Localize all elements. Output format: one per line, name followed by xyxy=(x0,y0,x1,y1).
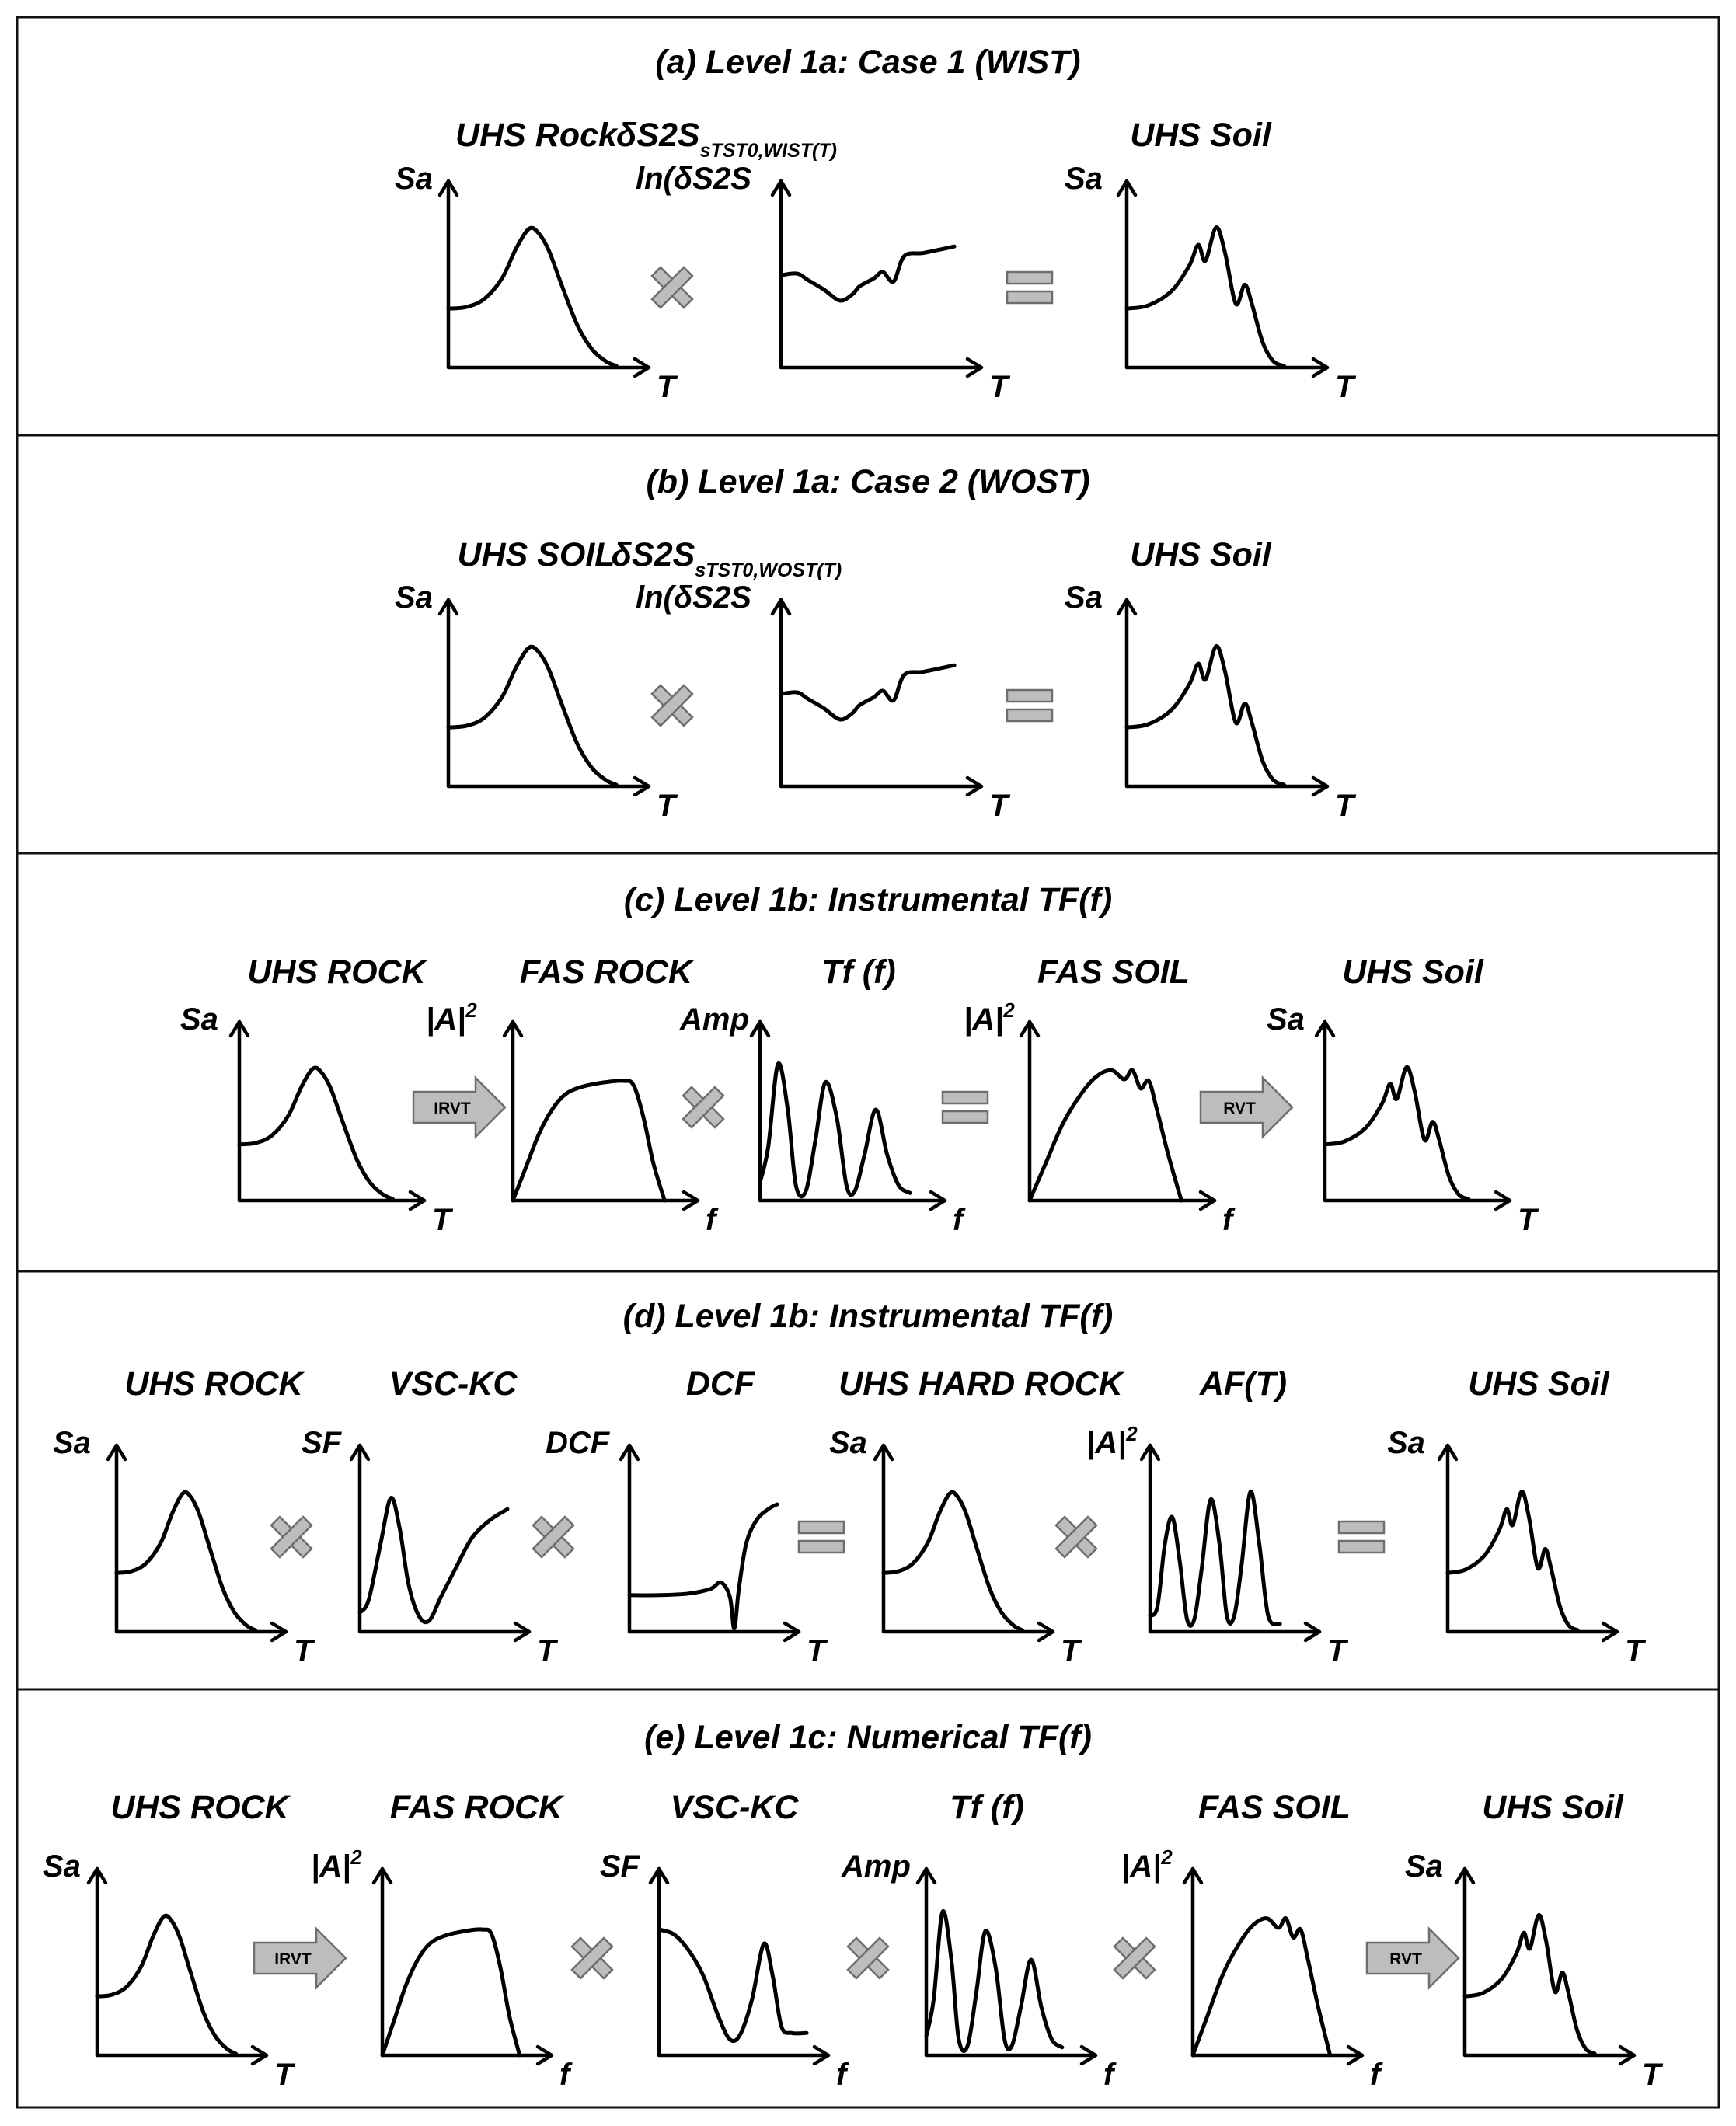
y-axis-label: Sa xyxy=(180,1002,218,1037)
y-axis-label: Sa xyxy=(1065,580,1103,615)
x-axis-label: f xyxy=(1103,2058,1114,2092)
equals-operator xyxy=(943,1092,988,1123)
y-axis-label: Sa xyxy=(829,1426,867,1460)
panel-title: (b) Level 1a: Case 2 (WOST) xyxy=(646,463,1090,500)
x-axis-label: f xyxy=(1222,1203,1233,1237)
arrow-label: RVT xyxy=(1389,1950,1422,1968)
curve-uhs-soil xyxy=(1127,227,1284,365)
y-axis-label: $|A|^2$ xyxy=(311,1845,362,1884)
y-axis-label: $|A|^2$ xyxy=(964,999,1015,1037)
multiply-operator xyxy=(848,1938,888,1978)
graph-axes xyxy=(1030,1022,1215,1201)
graph-axes xyxy=(117,1445,286,1632)
y-axis-label: $|A|^2$ xyxy=(1121,1845,1173,1884)
x-axis-label: T xyxy=(1642,2058,1661,2092)
equals-operator xyxy=(799,1521,844,1553)
curve-fas-soil xyxy=(1030,1070,1181,1201)
equals-icon xyxy=(799,1521,844,1533)
equals-icon xyxy=(1339,1521,1384,1533)
multiply-operator xyxy=(683,1087,723,1127)
graph-heading: UHS Soil xyxy=(1130,117,1271,154)
curve-fas-rock xyxy=(382,1929,520,2055)
graph-heading: UHS HARD ROCK xyxy=(838,1365,1123,1403)
graph-axes xyxy=(1127,600,1327,786)
x-axis-label: T xyxy=(432,1203,451,1237)
curve-uhs-soil xyxy=(1465,1915,1595,2053)
graph-d2 xyxy=(302,1426,559,1668)
y-axis-label: DCF xyxy=(546,1426,610,1460)
panel-title: (e) Level 1c: Numerical TF(f) xyxy=(644,1719,1092,1756)
graph-c4 xyxy=(964,999,1236,1237)
panel-a xyxy=(17,17,1719,435)
x-axis-label: T xyxy=(294,1634,313,1668)
multiply-operator xyxy=(572,1938,612,1978)
x-axis-label: T xyxy=(989,789,1009,823)
graph-axes xyxy=(513,1022,698,1201)
arrow-label: IRVT xyxy=(274,1950,312,1968)
y-axis-label: Sa xyxy=(395,162,433,196)
equals-icon xyxy=(1007,272,1052,284)
multiply-operator xyxy=(533,1517,573,1557)
y-axis-label: SF xyxy=(302,1426,342,1460)
curve-ds2s xyxy=(781,665,954,720)
y-axis-label: SF xyxy=(600,1849,640,1884)
graph-e2 xyxy=(311,1845,573,2092)
graph-heading: UHS ROCK xyxy=(124,1365,303,1403)
graph-axes xyxy=(97,1869,267,2055)
x-axis-label: f xyxy=(559,2058,570,2092)
graph-heading: DCF xyxy=(685,1365,755,1403)
x-axis-label: T xyxy=(807,1634,826,1668)
curve-uhs-rock xyxy=(448,228,616,366)
graph-a3 xyxy=(1065,162,1357,404)
curve-uhs-rock xyxy=(117,1492,256,1630)
y-axis-label: Sa xyxy=(1065,162,1103,196)
x-axis-label: T xyxy=(1518,1203,1537,1237)
equals-operator xyxy=(1007,690,1052,721)
x-axis-label: f xyxy=(953,1203,964,1237)
graph-d5 xyxy=(1086,1422,1349,1668)
curve-uhs-rock xyxy=(97,1915,236,2054)
y-axis-label: Sa xyxy=(395,580,433,615)
equals-icon xyxy=(799,1541,844,1553)
equals-icon xyxy=(1007,709,1052,721)
arrow-label: RVT xyxy=(1223,1100,1256,1117)
curve-fas-rock xyxy=(513,1081,664,1201)
graph-heading: AF(T) xyxy=(1199,1365,1288,1403)
graph-a1 xyxy=(395,162,678,404)
y-axis-label: Sa xyxy=(53,1426,91,1460)
panel-b xyxy=(17,435,1719,853)
graph-d3 xyxy=(546,1426,828,1668)
panel-title: (c) Level 1b: Instrumental TF(f) xyxy=(623,881,1113,918)
curve-vsc-kc-f xyxy=(659,1929,807,2041)
panel-d xyxy=(17,1271,1719,1689)
graph-heading: VSC-KC xyxy=(389,1365,518,1403)
curve-tf xyxy=(760,1063,910,1196)
multiply-operator xyxy=(1056,1517,1096,1557)
curve-ds2s xyxy=(781,246,954,301)
x-axis-label: T xyxy=(657,370,676,404)
graph-heading: FAS SOIL xyxy=(1037,953,1190,991)
graph-heading: UHS ROCK xyxy=(247,953,426,991)
arrow-operator xyxy=(1367,1929,1459,1988)
graph-axes xyxy=(448,600,649,786)
curve-fas-soil xyxy=(1193,1918,1330,2055)
curve-uhs-rock xyxy=(884,1492,1023,1630)
y-axis-label: Sa xyxy=(1405,1849,1443,1884)
x-axis-label: T xyxy=(274,2058,294,2092)
y-axis-label: Amp xyxy=(680,1002,749,1037)
graph-b2 xyxy=(636,580,1011,823)
curve-uhs-soil xyxy=(1127,646,1284,785)
y-axis-label: ln(δS2S xyxy=(636,162,751,196)
graph-d4 xyxy=(829,1426,1082,1668)
graph-b3 xyxy=(1065,580,1357,823)
equals-icon xyxy=(1339,1541,1384,1553)
y-axis-label: $|A|^2$ xyxy=(426,999,477,1037)
multiply-operator xyxy=(271,1517,312,1557)
graph-heading: UHS Soil xyxy=(1482,1789,1623,1826)
graph-heading: UHS Soil xyxy=(1468,1365,1609,1403)
x-axis-label: T xyxy=(1335,370,1354,404)
graph-a2 xyxy=(636,162,1011,404)
curve-dcf xyxy=(629,1504,777,1629)
graph-heading: $\delta S2S_{sTST0,WOST(T)}$ xyxy=(611,536,842,581)
y-axis-label: Sa xyxy=(1387,1426,1425,1460)
multiply-operator xyxy=(652,267,692,308)
multiply-operator xyxy=(652,685,692,726)
equals-icon xyxy=(943,1092,988,1103)
equals-icon xyxy=(1007,291,1052,303)
y-axis-label: Amp xyxy=(842,1849,911,1884)
panel-title: (d) Level 1b: Instrumental TF(f) xyxy=(622,1298,1114,1335)
x-axis-label: T xyxy=(1625,1634,1644,1668)
graph-heading: FAS SOIL xyxy=(1198,1789,1351,1826)
graph-heading: UHS Soil xyxy=(1130,536,1271,573)
graph-axes xyxy=(629,1445,799,1632)
arrow-operator xyxy=(254,1929,346,1988)
graph-e5 xyxy=(1121,1845,1383,2092)
panel-title: (a) Level 1a: Case 1 (WIST) xyxy=(655,44,1081,81)
multiply-operator xyxy=(1114,1938,1155,1978)
graph-heading: UHS Soil xyxy=(1342,953,1483,991)
graph-heading: Tf (f) xyxy=(950,1789,1024,1826)
curve-vsc-kc xyxy=(360,1497,507,1622)
graph-axes xyxy=(1127,181,1327,368)
graph-d6 xyxy=(1387,1426,1647,1668)
curve-uhs-rock xyxy=(239,1068,392,1199)
graph-heading: FAS ROCK xyxy=(519,953,693,991)
graph-heading: FAS ROCK xyxy=(389,1789,563,1826)
x-axis-label: T xyxy=(1327,1634,1347,1668)
graph-axes xyxy=(382,1869,552,2055)
graph-heading: UHS ROCK xyxy=(110,1789,289,1826)
equals-operator xyxy=(1339,1521,1384,1553)
curve-af xyxy=(1150,1491,1280,1626)
arrow-label: IRVT xyxy=(434,1100,471,1117)
x-axis-label: T xyxy=(1335,789,1354,823)
panel-c xyxy=(17,853,1719,1271)
graph-heading: Tf (f) xyxy=(821,953,896,991)
arrow-operator xyxy=(413,1078,505,1137)
graph-axes xyxy=(239,1022,424,1201)
x-axis-label: T xyxy=(989,370,1009,404)
y-axis-label: Sa xyxy=(43,1849,81,1884)
arrow-operator xyxy=(1201,1078,1292,1137)
graph-axes xyxy=(1193,1869,1362,2055)
graph-c5 xyxy=(1267,1002,1539,1237)
graph-e3 xyxy=(600,1849,849,2092)
curve-uhs-rock xyxy=(448,647,616,785)
y-axis-label: ln(δS2S xyxy=(636,580,751,615)
curve-uhs-soil xyxy=(1325,1067,1469,1199)
graph-axes xyxy=(360,1445,529,1632)
graph-heading: $\delta S2S_{sTST0,WIST(T)}$ xyxy=(616,117,837,162)
curve-tf xyxy=(926,1911,1062,2051)
x-axis-label: f xyxy=(1370,2058,1381,2092)
x-axis-label: f xyxy=(836,2058,847,2092)
equals-icon xyxy=(943,1111,988,1123)
y-axis-label: Sa xyxy=(1267,1002,1305,1037)
graph-axes xyxy=(884,1445,1053,1632)
equals-icon xyxy=(1007,690,1052,702)
x-axis-label: f xyxy=(706,1203,716,1237)
y-axis-label: $|A|^2$ xyxy=(1086,1422,1138,1460)
graph-b1 xyxy=(395,580,678,823)
equals-operator xyxy=(1007,272,1052,303)
graph-heading: UHS SOIL xyxy=(457,536,615,573)
x-axis-label: T xyxy=(1061,1634,1080,1668)
curve-uhs-soil xyxy=(1448,1491,1577,1629)
x-axis-label: T xyxy=(537,1634,556,1668)
graph-heading: VSC-KC xyxy=(670,1789,799,1826)
graph-axes xyxy=(448,181,649,368)
graph-heading: UHS Rock xyxy=(455,117,617,154)
x-axis-label: T xyxy=(657,789,676,823)
